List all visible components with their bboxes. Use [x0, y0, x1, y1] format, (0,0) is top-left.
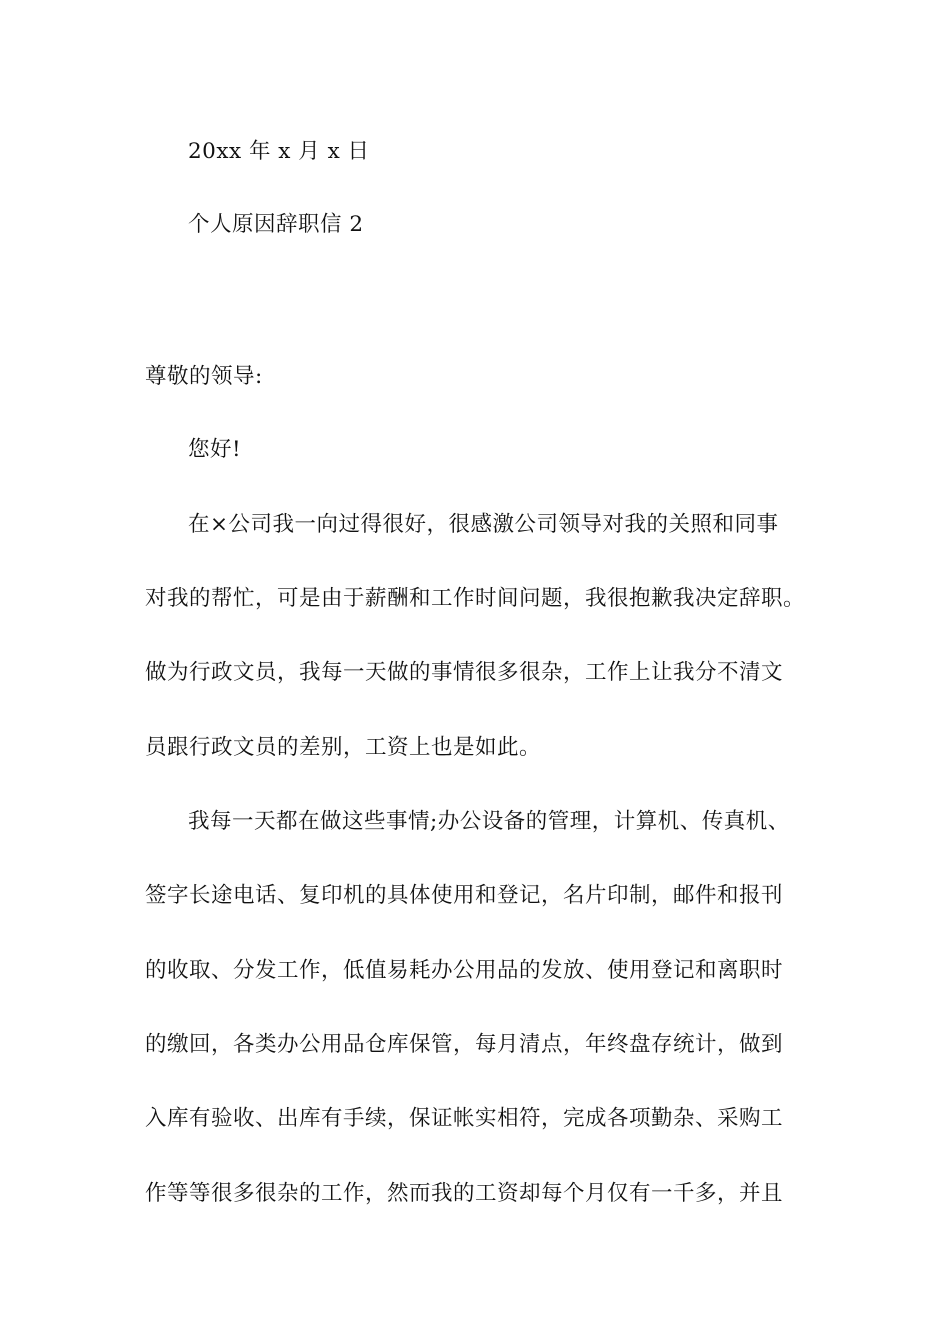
paragraph1-line: 在×公司我一向过得很好，很感激公司领导对我的关照和同事 — [188, 512, 779, 537]
paragraph2-line: 作等等很多很杂的工作，然而我的工资却每个月仅有一千多，并且 — [145, 1181, 784, 1206]
paragraph2-line: 我每一天都在做这些事情;办公设备的管理，计算机、传真机、 — [188, 809, 790, 834]
salutation: 尊敬的领导: — [145, 364, 263, 389]
document-heading: 个人原因辞职信 2 — [188, 212, 364, 237]
paragraph2-line: 的缴回，各类办公用品仓库保管，每月清点，年终盘存统计，做到 — [145, 1032, 784, 1057]
paragraph1-line: 员跟行政文员的差别，工资上也是如此。 — [145, 735, 542, 760]
greeting: 您好! — [188, 437, 242, 462]
paragraph2-line: 的收取、分发工作，低值易耗办公用品的发放、使用登记和离职时 — [145, 958, 784, 983]
paragraph2-line: 入库有验收、出库有手续，保证帐实相符，完成各项勤杂、采购工 — [145, 1106, 784, 1131]
paragraph2-line: 签字长途电话、复印机的具体使用和登记，名片印制，邮件和报刊 — [145, 883, 784, 908]
date-line: 20xx 年 x 月 x 日 — [188, 139, 370, 164]
paragraph1-line: 做为行政文员，我每一天做的事情很多很杂，工作上让我分不清文 — [145, 660, 784, 685]
paragraph1-line: 对我的帮忙，可是由于薪酬和工作时间问题，我很抱歉我决定辞职。 — [145, 586, 806, 611]
